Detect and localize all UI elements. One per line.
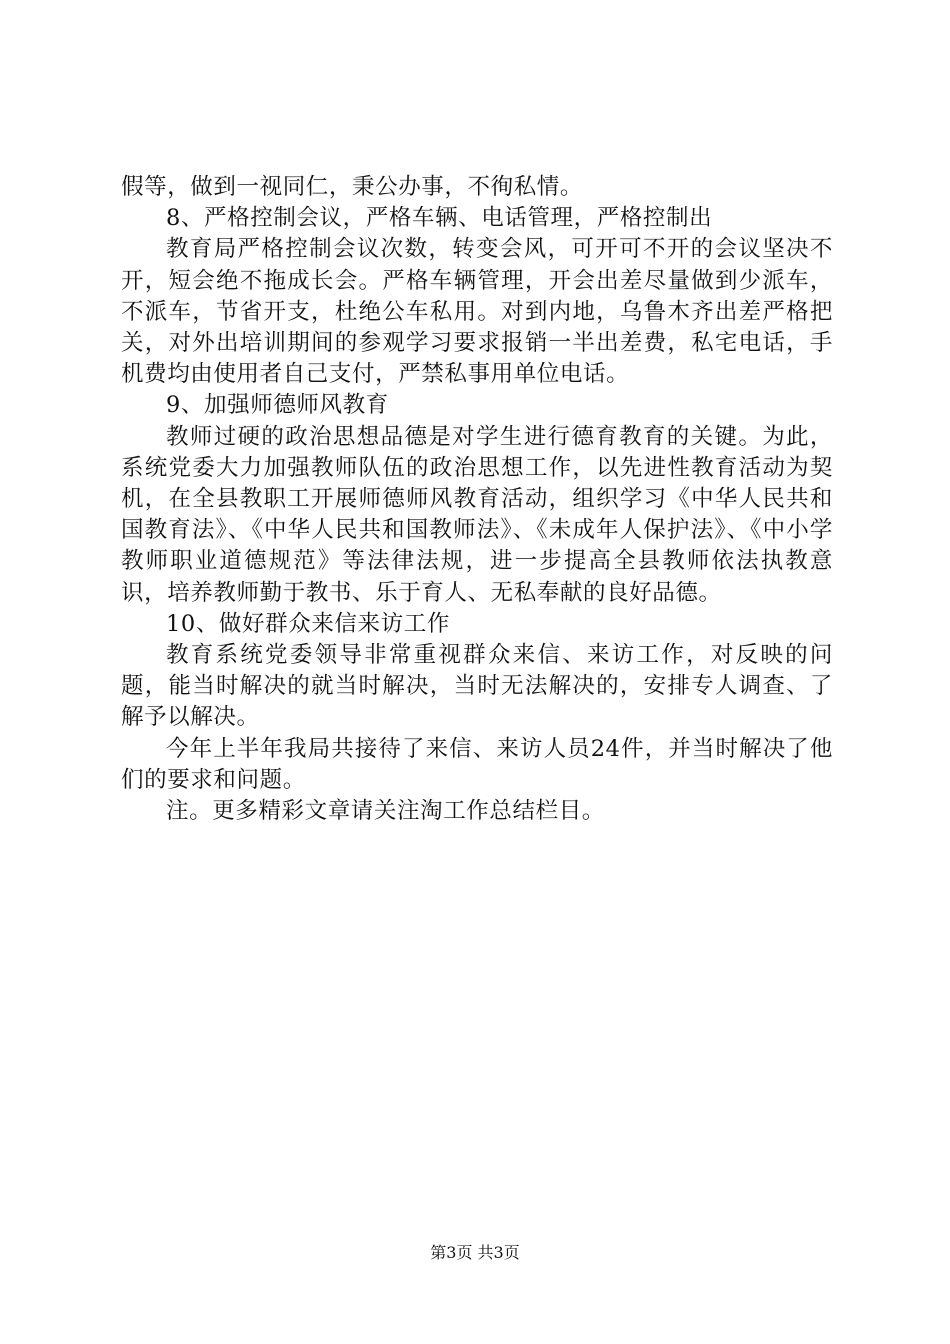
paragraph-2-heading: 8、严格控制会议，严格车辆、电话管理，严格控制出	[166, 205, 713, 232]
paragraph-9: 注。更多精彩文章请关注淘工作总结栏目。	[166, 798, 605, 825]
document-body	[121, 172, 833, 827]
paragraph-3: 教育局严格控制会议次数，转变会风，可开可不开的会议坚决不开，短会绝不拖成长会。严格车辆管理，开会出差尽量做到少派车，不派车，节省开支，杜绝公车私用。对到内地，乌鲁木齐出差严格把关，对外出培训期间的参观学习要求报销一半出差费，私宅电话，手机费均由使用者自己支付，严禁私事用单位电话。	[121, 236, 833, 388]
paragraph-5: 教师过硬的政治思想品德是对学生进行德育教育的关键。为此，系统党委大力加强教师队伍的政治思想工作，以先进性教育活动为契机，在全县教职工开展师德师风教育活动，组织学习《中华人民共和国教育法》、《中华人民共和国教师法》、《未成年人保护法》、《中小学教师职业道德规范》等法律法规，进一步提高全县教师依法执教意识，培养教师勤于教书、乐于育人、无私奉献的良好品德。	[121, 423, 833, 606]
paragraph-8: 今年上半年我局共接待了来信、来访人员24件，并当时解决了他们的要求和问题。	[121, 735, 833, 793]
paragraph-1: 假等，做到一视同仁，秉公办事，不徇私情。	[121, 174, 584, 200]
page-number-footer: 第3页 共3页	[430, 1243, 520, 1262]
paragraph-7: 教育系统党委领导非常重视群众来信、来访工作，对反映的问题，能当时解决的就当时解决，当时无法解决的，安排专人调查、了解予以解决。	[121, 642, 833, 731]
paragraph-6-heading: 10、做好群众来信来访工作	[166, 610, 450, 637]
paragraph-4-heading: 9、加强师德师风教育	[166, 392, 389, 419]
